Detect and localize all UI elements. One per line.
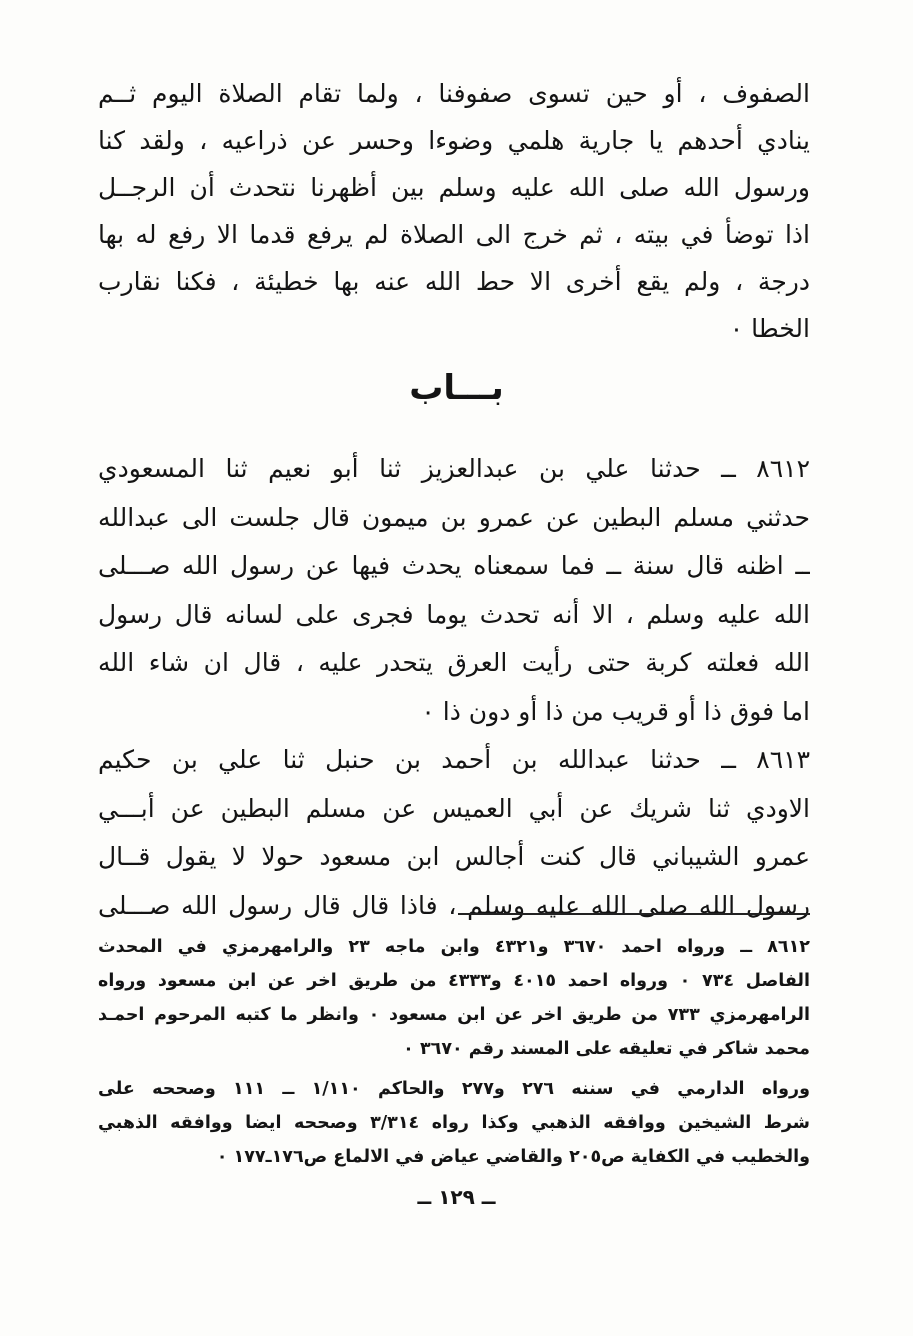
text-line: الصفوف ، أو حين تسوى صفوفنا ، ولما تقام الصلاة اليوم ثــم: [98, 79, 810, 108]
text-line: ورسول الله صلى الله عليه وسلم بين أظهرنا نتحدث أن الرجــل: [98, 173, 810, 202]
footnotes: [98, 930, 810, 1174]
page-number: ــ ١٢٩ ــ: [417, 1185, 496, 1209]
footnote-line: والخطيب في الكفاية ص٢٠٥ والقاضي عياض في الالماع ص١٧٦ـ١٧٧ ٠: [216, 1147, 810, 1167]
text-line: ٨٦١٣ ــ حدثنا عبدالله بن أحمد بن حنبل ثنا علي بن حكيم: [98, 745, 810, 774]
text-line: درجة ، ولم يقع أخرى الا حط الله عنه بها خطيئة ، فكنا نقارب: [98, 267, 810, 296]
footnote-line: شرط الشيخين ووافقه الذهبي وكذا رواه ٣/٣١٤ وصححه ايضا ووافقه الذهبي: [98, 1113, 810, 1133]
footnote-separator: [458, 913, 810, 915]
text-line: حدثني مسلم البطين عن عمرو بن ميمون قال جلست الى عبدالله: [98, 502, 810, 532]
text-line: الله فعلته كربة حتى رأيت العرق يتحدر عليه ، قال ان شاء الله: [98, 648, 810, 677]
text-line: اما فوق ذا أو قريب من ذا أو دون ذا ٠: [421, 696, 810, 726]
text-line: الخطا ٠: [729, 314, 810, 343]
footnote-line: الرامهرمزي ٧٣٣ من طريق اخر عن ابن مسعود ٠ وانظر ما كتبه المرحوم احمـد: [98, 1005, 810, 1025]
top-paragraph: [98, 70, 810, 352]
text-line: ينادي أحدهم يا جارية هلمي وضوءا وحسر عن ذراعيه ، ولقد كنا: [98, 126, 810, 155]
text-line: ــ اظنه قال سنة ــ فما سمعناه يحدث فيها عن رسول الله صـــلى: [98, 551, 810, 580]
text-line: الاودي ثنا شريك عن أبي العميس عن مسلم البطين عن أبـــي: [98, 793, 810, 823]
text-line: الله عليه وسلم ، الا أنه تحدث يوما فجرى على لسانه قال رسول: [98, 599, 810, 629]
text-line: عمرو الشيباني قال كنت أجالس ابن مسعود حولا لا يقول قــال: [98, 842, 810, 871]
hadith-paragraphs: [98, 445, 810, 930]
text-line: رسول الله صلى الله عليه وسلم ، فاذا قال قال رسول الله صـــلى: [98, 890, 810, 920]
footnote-line: محمد شاكر في تعليقه على المسند رقم ٣٦٧٠ ٠: [403, 1039, 810, 1059]
footnote-line: الفاصل ٧٣٤ ٠ ورواه احمد ٤٠١٥ و٤٣٣٣ من طريق اخر عن ابن مسعود ورواه: [98, 971, 810, 991]
section-heading: بـــاب: [409, 368, 504, 408]
text-line: اذا توضأ في بيته ، ثم خرج الى الصلاة لم يرفع قدما الا رفع له بها: [98, 220, 810, 249]
footnote-line: ورواه الدارمي في سننه ٢٧٦ و٢٧٧ والحاكم ١/١١٠ ــ ١١١ وصححه على: [98, 1079, 810, 1099]
footnote-line: ٨٦١٢ ــ ورواه احمد ٣٦٧٠ و٤٣٢١ وابن ماجه ٢٣ والرامهرمزي في المحدث: [98, 937, 810, 957]
text-line: ٨٦١٢ ــ حدثنا علي بن عبدالعزيز ثنا أبو نعيم ثنا المسعودي: [98, 454, 810, 483]
